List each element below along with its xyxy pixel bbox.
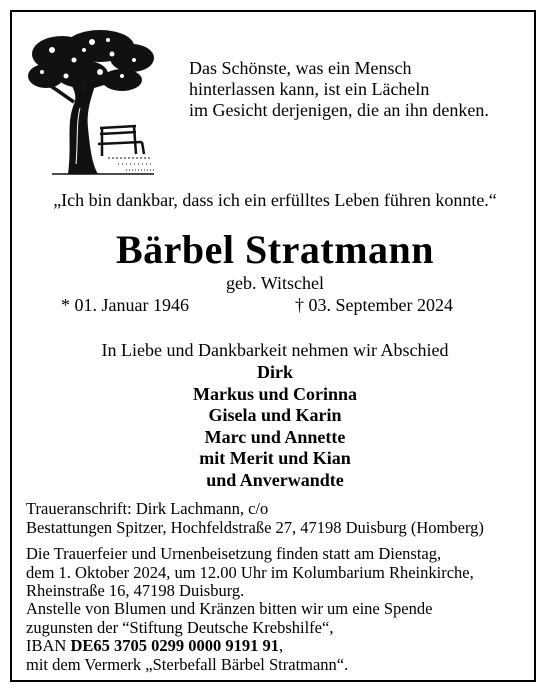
intro-quote xyxy=(189,58,489,121)
mourner-name: Markus und Corinna xyxy=(192,383,358,404)
intro-quote-line: im Gesicht derjenigen, die an ihn denken. xyxy=(189,100,489,120)
birth-name: geb. Witschel xyxy=(226,273,324,293)
intro-quote-line: Das Schönste, was ein Mensch xyxy=(189,58,412,78)
ceremony-line: dem 1. Oktober 2024, um 12.00 Uhr im Kolumbarium Rheinkirche, xyxy=(26,562,474,582)
address-line: Traueranschrift: Dirk Lachmann, c/o xyxy=(26,499,269,518)
mourning-address xyxy=(26,500,484,537)
iban-line xyxy=(26,637,432,656)
mourner-name: mit Merit und Kian xyxy=(199,448,351,468)
donation-line: Anstelle von Blumen und Kränzen bitten wir um eine Spende xyxy=(26,599,433,618)
intro-quote-line: hinterlassen kann, ist ein Lächeln xyxy=(189,79,430,99)
donation-info xyxy=(26,600,432,674)
farewell-line: In Liebe und Dankbarkeit nehmen wir Abschied xyxy=(101,340,449,360)
mourner-name: Dirk xyxy=(257,362,293,382)
ceremony-info xyxy=(26,545,474,601)
donation-line: mit dem Vermerk „Sterbefall Bärbel Stratmann“. xyxy=(26,654,349,674)
ceremony-line: Rheinstraße 16, 47198 Duisburg. xyxy=(26,581,245,600)
iban-comma: , xyxy=(279,636,284,655)
mourner-name: Gisela und Karin xyxy=(208,405,342,425)
tree-bench-illustration xyxy=(22,24,158,176)
iban-number: DE65 3705 0299 0000 9191 91 xyxy=(70,636,280,655)
address-line: Bestattungen Spitzer, Hochfeldstraße 27, 47198 Duisburg (Homberg) xyxy=(26,517,484,537)
birth-date: * 01. Januar 1946 xyxy=(61,295,189,315)
mourner-name: und Anverwandte xyxy=(206,469,344,490)
motto-quote: „Ich bin dankbar, dass ich ein erfülltes Leben führen konnte.“ xyxy=(53,190,497,210)
deceased-name: Bärbel Stratmann xyxy=(116,227,434,272)
mourner-name: Marc und Annette xyxy=(204,426,346,447)
donation-line: zugunsten der “Stiftung Deutsche Krebshilfe“, xyxy=(26,617,334,637)
iban-label: IBAN xyxy=(26,636,71,655)
death-date: † 03. September 2024 xyxy=(295,295,453,315)
ceremony-line: Die Trauerfeier und Urnenbeisetzung finden statt am Dienstag, xyxy=(26,544,442,563)
mourners-list xyxy=(0,362,550,491)
